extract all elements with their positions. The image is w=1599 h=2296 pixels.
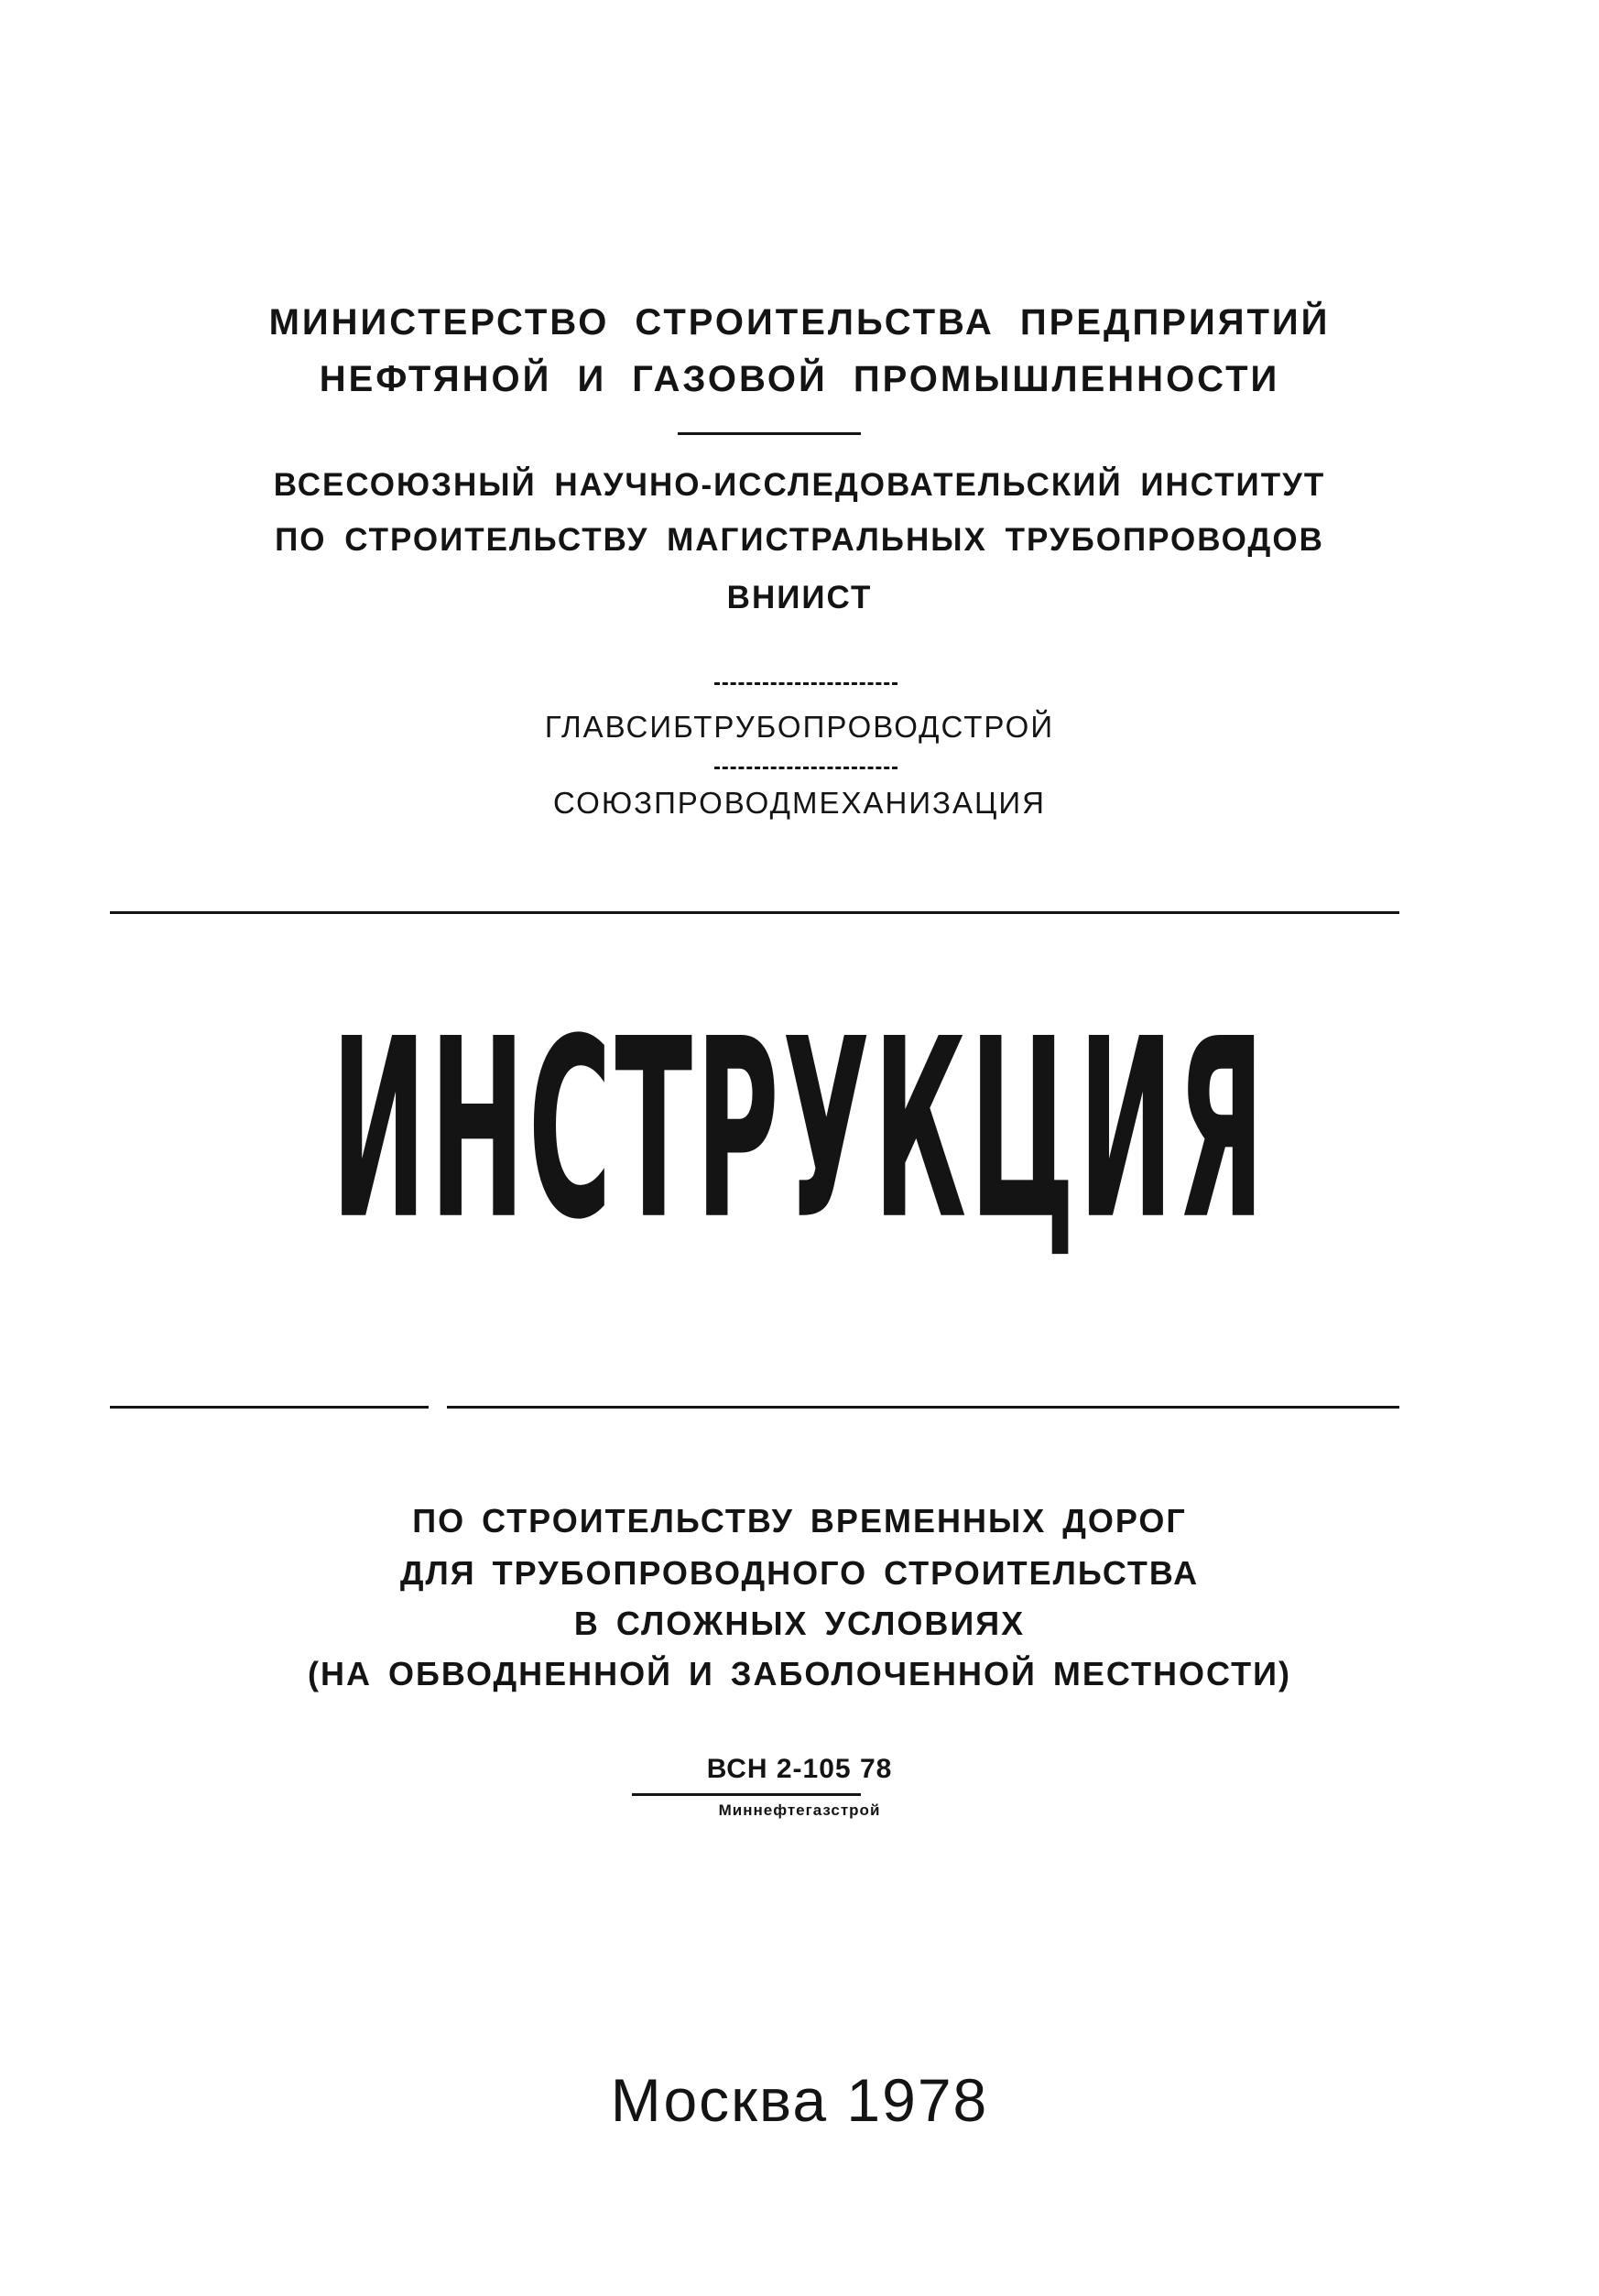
place-and-year: Москва 1978 <box>610 2066 989 2134</box>
organization-1: ГЛАВСИБТРУБОПРОВОДСТРОЙ <box>544 710 1055 744</box>
separator-rule <box>714 682 897 685</box>
institute-abbreviation: ВНИИСТ <box>726 580 873 615</box>
title-top-rule <box>110 911 1399 914</box>
approving-body: Миннефтегазстрой <box>718 1801 881 1819</box>
separator-rule <box>678 432 861 435</box>
code-underline <box>632 1793 861 1796</box>
subtitle-line2: ДЛЯ ТРУБОПРОВОДНОГО СТРОИТЕЛЬСТВА <box>399 1554 1200 1592</box>
document-code: ВСН 2-105 78 <box>706 1754 893 1784</box>
title-bottom-rule <box>447 1406 1399 1409</box>
subtitle-line1: ПО СТРОИТЕЛЬСТВУ ВРЕМЕННЫХ ДОРОГ <box>412 1502 1187 1540</box>
institute-name-line2: ПО СТРОИТЕЛЬСТВУ МАГИСТРАЛЬНЫХ ТРУБОПРОВОДОВ <box>275 522 1324 558</box>
organization-2: СОЮЗПРОВОДМЕХАНИЗАЦИЯ <box>553 786 1046 820</box>
institute-name-line1: ВСЕСОЮЗНЫЙ НАУЧНО-ИССЛЕДОВАТЕЛЬСКИЙ ИНСТИТУТ <box>273 467 1326 503</box>
subtitle-line4: (НА ОБВОДНЕННОЙ И ЗАБОЛОЧЕННОЙ МЕСТНОСТИ) <box>308 1655 1291 1692</box>
separator-rule <box>714 767 897 769</box>
ministry-name-line1: МИНИСТЕРСТВО СТРОИТЕЛЬСТВА ПРЕДПРИЯТИЙ <box>268 302 1331 343</box>
document-title: ИНСТРУКЦИЯ <box>331 986 1268 1275</box>
ministry-name-line2: НЕФТЯНОЙ И ГАЗОВОЙ ПРОМЫШЛЕННОСТИ <box>319 359 1280 399</box>
subtitle-line3: В СЛОЖНЫХ УСЛОВИЯХ <box>573 1605 1026 1642</box>
title-bottom-rule <box>110 1406 429 1409</box>
